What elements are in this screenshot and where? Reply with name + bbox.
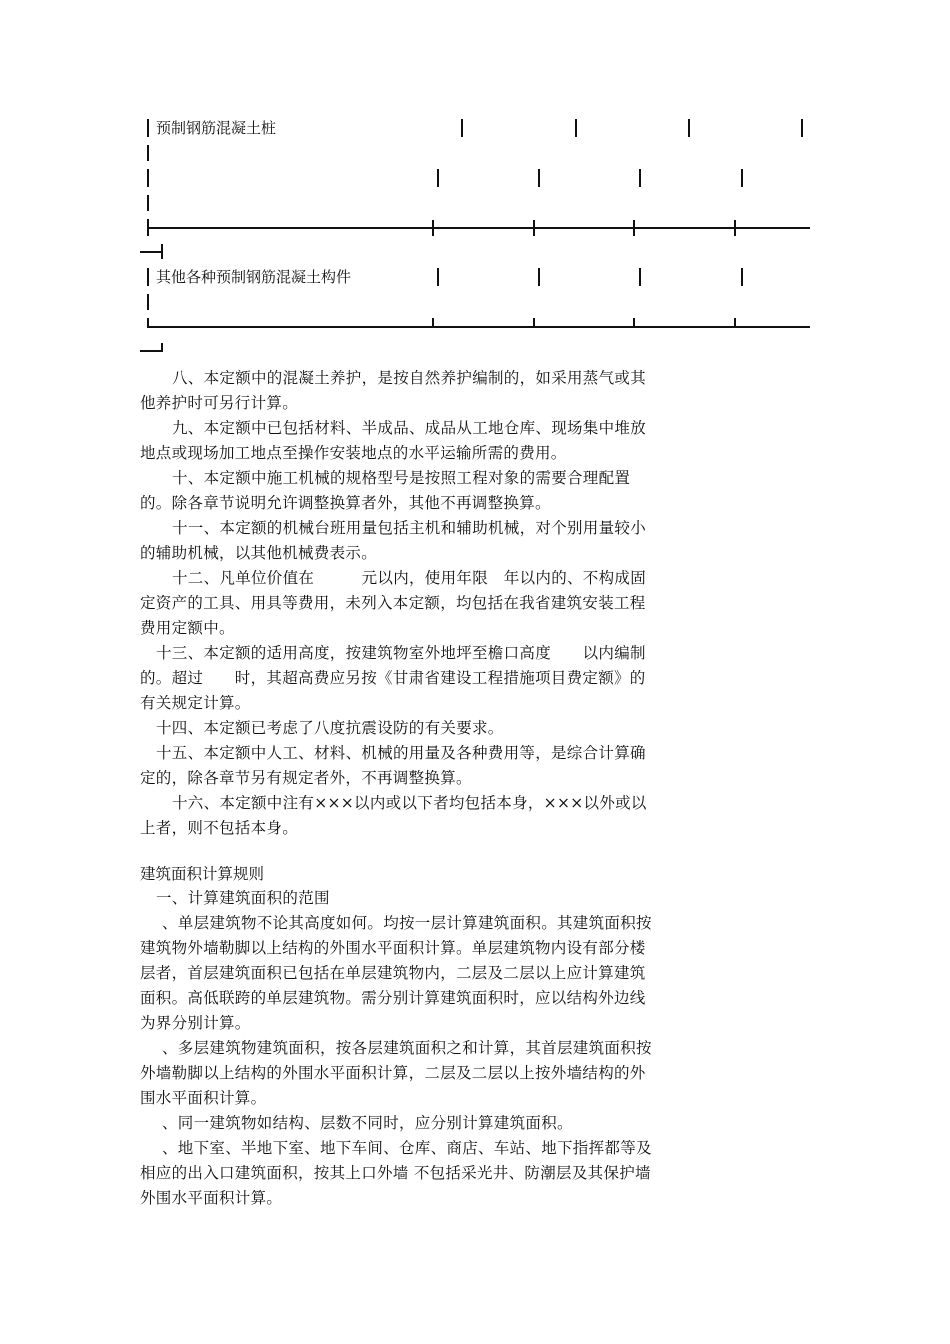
table-border: [161, 343, 163, 352]
table-border: [147, 169, 149, 187]
paragraph: 、地下室、半地下室、地下车间、仓库、商店、车站、地下指挥都等及相应的出入口建筑面积，按其上口外墙 不包括采光井、防潮层及其保护墙 外围水平面积计算。: [140, 1139, 652, 1207]
paragraph: 十六、本定额中注有×××以内或以下者均包括本身，×××以外或以上者，则不包括本身。: [140, 794, 647, 837]
table-row-label: 其他各种预制钢筋混凝土构件: [156, 268, 352, 286]
table-rule: [140, 251, 162, 253]
section-subtitle: 一、计算建筑面积的范围: [156, 889, 330, 907]
table-cross: [533, 318, 535, 328]
table-border: [147, 268, 149, 286]
paragraph: 、多层建筑物建筑面积，按各层建筑面积之和计算，其首层建筑面积按外墙勒脚以上结构的外围水平面积计算，二层及二层以上按外墙结构的外围水平面积计算。: [140, 1039, 652, 1107]
table-cross: [633, 220, 635, 236]
table-border: [147, 294, 149, 310]
table-border: [147, 145, 149, 161]
notes-block: [140, 366, 660, 841]
table-border: [147, 119, 149, 137]
table-cross: [432, 318, 434, 328]
paragraph: 十五、本定额中人工、材料、机械的用量及各种费用等，是综合计算确定的，除各章节另有规定者外，不再调整换算。: [140, 744, 646, 787]
paragraph: 十一、本定额的机械台班用量包括主机和辅助机械，对个别用量较小的辅助机械，以其他机械费表示。: [140, 519, 647, 562]
table-rule: [147, 227, 810, 229]
table-border: [639, 268, 641, 286]
table-cross: [734, 318, 736, 328]
table-border: [741, 169, 743, 187]
table-rule: [140, 350, 162, 352]
paragraph: 、单层建筑物不论其高度如何。均按一层计算建筑面积。其建筑面积按建筑物外墙勒脚以上结构的外围水平面积计算。单层建筑物内设有部分楼层者，首层建筑面积已包括在单层建筑物内，二层及二层以上应计算建筑面积。高低联跨的单层建筑物。需分别计算建筑面积时，应以结构外边线为界分别计算。: [140, 914, 652, 1032]
table-cross: [432, 220, 434, 236]
table-border: [801, 119, 803, 137]
section-title: 建筑面积计算规则: [140, 865, 265, 883]
section-body: [140, 886, 660, 1211]
table-border: [575, 119, 577, 137]
table-border: [741, 268, 743, 286]
table-border: [538, 268, 540, 286]
table-border: [437, 169, 439, 187]
paragraph: 、同一建筑物如结构、层数不同时，应分别计算建筑面积。: [162, 1114, 573, 1132]
table-cross: [633, 318, 635, 328]
table-border: [688, 119, 690, 137]
table-border: [639, 169, 641, 187]
table-border: [147, 195, 149, 211]
table-cross: [533, 220, 535, 236]
paragraph: 十二、凡单位价值在 元以内，使用年限 年以内的、不构成固定资产的工具、用具等费用，未列入本定额，均包括在我省建筑安装工程费用定额中。: [140, 569, 647, 637]
paragraph: 八、本定额中的混凝土养护，是按自然养护编制的，如采用蒸气或其他养护时可另行计算。: [140, 369, 647, 412]
table-border: [461, 119, 463, 137]
table-cross: [734, 220, 736, 236]
table-border: [161, 244, 163, 259]
table-border: [437, 268, 439, 286]
table-rule: [147, 326, 810, 328]
paragraph: 十、本定额中施工机械的规格型号是按照工程对象的需要合理配置的。除各章节说明允许调整换算者外，其他不再调整换算。: [140, 469, 631, 512]
paragraph: 十四、本定额已考虑了八度抗震设防的有关要求。: [156, 719, 504, 737]
table-border: [538, 169, 540, 187]
table-row-label: 预制钢筋混凝土桩: [156, 119, 277, 137]
paragraph: 十三、本定额的适用高度，按建筑物室外地坪至檐口高度 以内编制的。超过 时，其超高费应另按《甘肃省建设工程措施项目费定额》的有关规定计算。: [140, 644, 646, 712]
paragraph: 九、本定额中已包括材料、半成品、成品从工地仓库、现场集中堆放地点或现场加工地点至操作安装地点的水平运输所需的费用。: [140, 419, 647, 462]
